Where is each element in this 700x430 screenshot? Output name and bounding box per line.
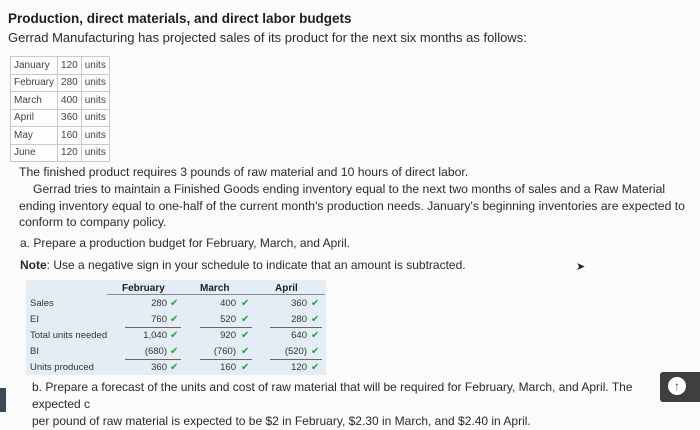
- check-icon: ✔: [311, 362, 320, 373]
- answer-field[interactable]: 760: [151, 314, 167, 325]
- answer-field[interactable]: 360: [291, 298, 307, 309]
- subtotal-rule: [270, 359, 322, 360]
- header-divider: [107, 294, 325, 295]
- unit-cell: units: [81, 74, 109, 92]
- note-text: [20, 257, 466, 274]
- cursor-icon: ➤: [576, 261, 586, 273]
- page-title: Production, direct materials, and direct labor budgets: [8, 11, 352, 26]
- month-cell: January: [11, 57, 58, 75]
- check-icon: ✔: [170, 314, 179, 325]
- unit-cell: units: [81, 57, 109, 75]
- column-header-february: February: [122, 283, 165, 294]
- qty-cell: 360: [58, 109, 82, 127]
- inventory-policy-body: Gerrad tries to maintain a Finished Goods ending inventory equal to the next two months of sales and a Raw Material ending inventory equal to one-half of the current month's production needs. January's beginning inventories are expected to conform to company policy.: [19, 182, 685, 229]
- answer-field[interactable]: 120: [291, 362, 307, 373]
- check-icon: ✔: [241, 314, 250, 325]
- note-label: Note: [20, 258, 47, 272]
- answer-field[interactable]: 160: [220, 362, 236, 373]
- row-label-ei: EI: [30, 314, 39, 325]
- row-label-units-produced: Units produced: [30, 362, 94, 373]
- answer-field[interactable]: 360: [151, 362, 167, 373]
- column-header-march: March: [200, 283, 230, 294]
- unit-cell: units: [81, 144, 109, 162]
- table-row: [11, 109, 110, 127]
- check-icon: ✔: [241, 346, 250, 357]
- table-row: [11, 74, 110, 92]
- arrow-up-icon: ↑: [668, 377, 686, 395]
- check-icon: ✔: [241, 298, 250, 309]
- check-icon: ✔: [241, 362, 250, 373]
- qty-cell: 120: [58, 57, 82, 75]
- unit-cell: units: [81, 109, 109, 127]
- month-cell: April: [11, 109, 58, 127]
- part-b-prompt: [32, 379, 672, 430]
- scroll-to-top-button[interactable]: [660, 372, 700, 402]
- left-edge-tab[interactable]: [0, 388, 6, 412]
- row-label-bi: BI: [30, 346, 39, 357]
- answer-field[interactable]: 520: [220, 314, 236, 325]
- answer-field[interactable]: (680): [144, 346, 167, 357]
- month-cell: May: [11, 127, 58, 145]
- table-row: [11, 92, 110, 110]
- qty-cell: 400: [58, 92, 82, 110]
- part-a-prompt: a. Prepare a production budget for February, March, and April.: [20, 236, 350, 250]
- row-label-sales: Sales: [30, 298, 54, 309]
- check-icon: ✔: [170, 346, 179, 357]
- column-header-april: April: [275, 283, 298, 294]
- subtotal-rule: [200, 327, 252, 328]
- qty-cell: 160: [58, 127, 82, 145]
- requirements-text: The finished product requires 3 pounds of raw material and 10 hours of direct labor.: [19, 165, 469, 179]
- check-icon: ✔: [311, 330, 320, 341]
- qty-cell: 120: [58, 144, 82, 162]
- answer-field[interactable]: 1,040: [143, 330, 167, 341]
- answer-field[interactable]: (520): [284, 346, 307, 357]
- unit-cell: units: [81, 92, 109, 110]
- table-row: [11, 57, 110, 75]
- answer-field[interactable]: 640: [291, 330, 307, 341]
- subtotal-rule: [270, 327, 322, 328]
- check-icon: ✔: [241, 330, 250, 341]
- answer-field[interactable]: 280: [291, 314, 307, 325]
- check-icon: ✔: [311, 346, 320, 357]
- check-icon: ✔: [170, 362, 179, 373]
- month-cell: March: [11, 92, 58, 110]
- subtotal-rule: [125, 327, 181, 328]
- check-icon: ✔: [311, 314, 320, 325]
- check-icon: ✔: [170, 330, 179, 341]
- answer-field[interactable]: 920: [220, 330, 236, 341]
- answer-field[interactable]: 400: [220, 298, 236, 309]
- month-cell: February: [11, 74, 58, 92]
- check-icon: ✔: [170, 298, 179, 309]
- subtotal-rule: [200, 359, 252, 360]
- problem-intro: Gerrad Manufacturing has projected sales of its product for the next six months as follows:: [8, 30, 527, 45]
- qty-cell: 280: [58, 74, 82, 92]
- note-body: : Use a negative sign in your schedule to indicate that an amount is subtracted.: [46, 258, 466, 272]
- inventory-policy-text: [19, 181, 691, 231]
- part-b-line-2: per pound of raw material is expected to be $2 in February, $2.30 in March, and $2.40 in April.: [32, 414, 531, 428]
- table-row: [11, 127, 110, 145]
- table-row: [11, 144, 110, 162]
- row-label-total-units-needed: Total units needed: [30, 330, 108, 341]
- unit-cell: units: [81, 127, 109, 145]
- sales-table: [10, 56, 110, 162]
- answer-field[interactable]: 280: [151, 298, 167, 309]
- month-cell: June: [11, 144, 58, 162]
- subtotal-rule: [125, 359, 181, 360]
- answer-field[interactable]: (760): [213, 346, 236, 357]
- check-icon: ✔: [311, 298, 320, 309]
- part-b-line-1: b. Prepare a forecast of the units and cost of raw material that will be required for February, March, and April. The expected c: [32, 380, 633, 411]
